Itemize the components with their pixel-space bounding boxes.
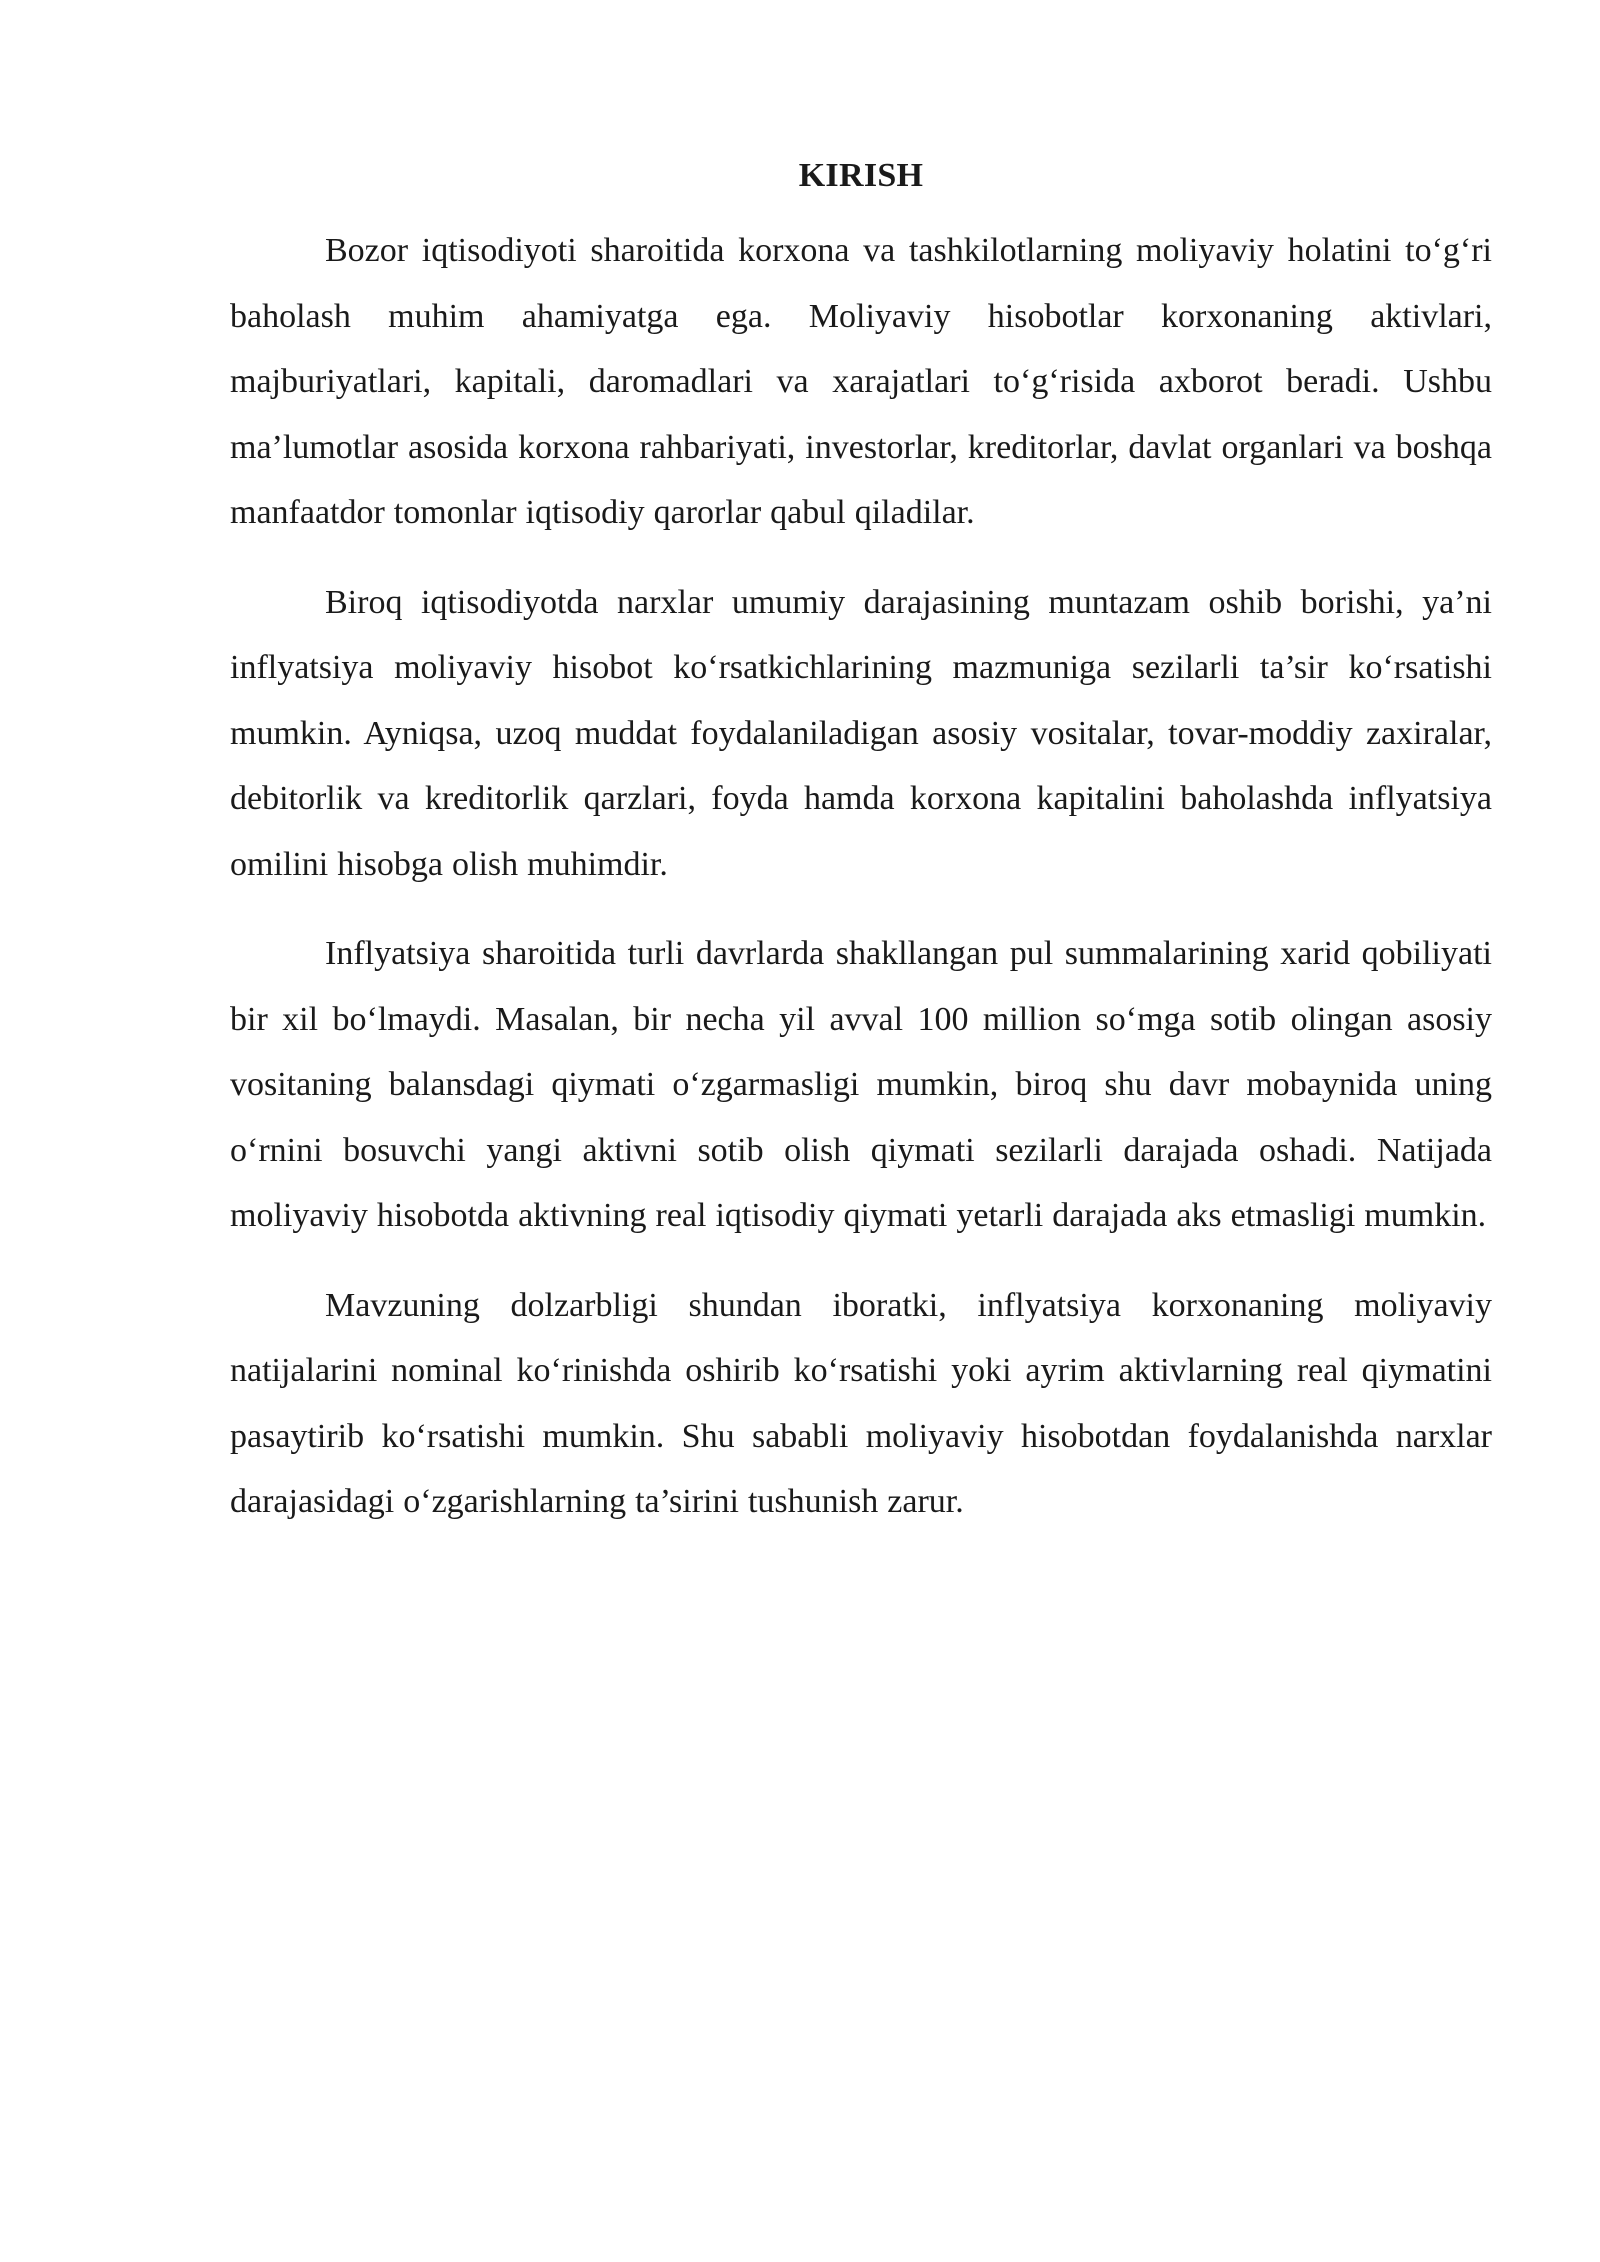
section-title: KIRISH — [798, 157, 924, 194]
paragraph-1: Bozor iqtisodiyoti sharoitida korxona va tashkilotlarning moliyaviy holatini to‘g‘ri baholash muhim ahamiyatga ega. Moliyaviy hisobotlar korxonaning aktivlari, majburiyatlari, kapitali, daromadlari va xarajatlari to‘g‘risida axborot beradi. Ushbu ma’lumotlar asosida korxona rahbariyati, investorlar, kreditorlar, davlat organlari va boshqa manfaatdor tomonlar iqtisodiy qarorlar qabul qiladilar. — [230, 232, 1492, 531]
page-content — [230, 148, 1492, 1535]
paragraph-2: Biroq iqtisodiyotda narxlar umumiy darajasining muntazam oshib borishi, ya’ni inflyatsiya moliyaviy hisobot ko‘rsatkichlarining mazmuniga sezilarli ta’sir ko‘rsatishi mumkin. Ayniqsa, uzoq muddat foydalaniladigan asosiy vositalar, tovar-moddiy zaxiralar, debitorlik va kreditorlik qarzlari, foyda hamda korxona kapitalini baholashda inflyatsiya omilini hisobga olish muhimdir. — [230, 583, 1492, 883]
paragraph-4: Mavzuning dolzarbligi shundan iboratki, inflyatsiya korxonaning moliyaviy natijalarini nominal ko‘rinishda oshirib ko‘rsatishi yoki ayrim aktivlarning real qiymatini pasaytirib ko‘rsatishi mumkin. Shu sababli moliyaviy hisobotdan foydalanishda narxlar darajasidagi o‘zgarishlarning ta’sirini tushunish zarur. — [230, 1286, 1492, 1520]
paragraph-3: Inflyatsiya sharoitida turli davrlarda shakllangan pul summalarining xarid qobiliyati bir xil bo‘lmaydi. Masalan, bir necha yil avval 100 million so‘mga sotib olingan asosiy vositaning balansdagi qiymati o‘zgarmasligi mumkin, biroq shu davr mobaynida uning o‘rnini bosuvchi yangi aktivni sotib olish qiymati sezilarli darajada oshadi. Natijada moliyaviy hisobotda aktivning real iqtisodiy qiymati yetarli darajada aks etmasligi mumkin. — [230, 935, 1492, 1234]
